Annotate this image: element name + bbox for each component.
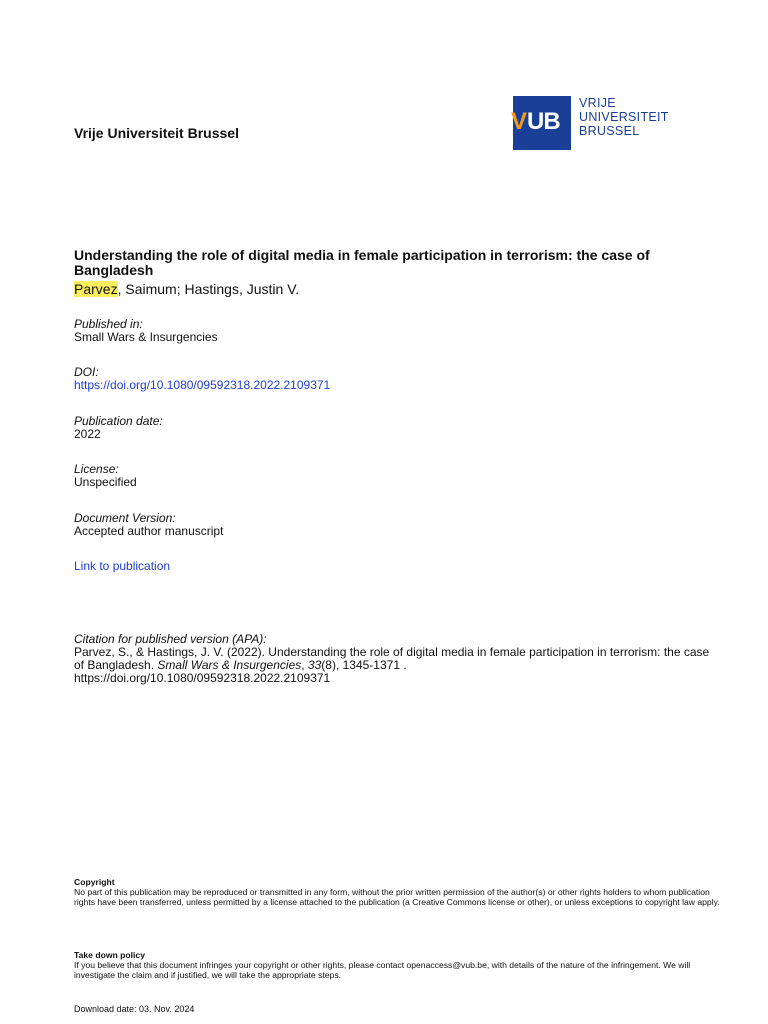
citation-text	[74, 646, 714, 672]
vub-logo	[513, 96, 673, 152]
link-to-publication[interactable]: Link to publication	[74, 559, 171, 573]
citation-section	[74, 633, 714, 685]
copyright-heading: Copyright	[74, 877, 115, 887]
citation-doi: https://doi.org/10.1080/09592318.2022.2109371	[74, 671, 331, 685]
takedown-text: If you believe that this document infringes your copyright or other rights, please contact openaccess@vub.be, with details of the nature of the infringement. We will investigate the claim and if justified, we will take the appropriate steps.	[74, 960, 691, 980]
institution-name: Vrije Universiteit Brussel	[74, 125, 239, 141]
publication-date-section	[74, 415, 163, 441]
logo-letters-ub: UB	[527, 108, 560, 135]
document-version-value: Accepted author manuscript	[74, 524, 224, 538]
logo-mark	[513, 96, 571, 150]
logo-line-3: BRUSSEL	[579, 124, 640, 138]
doi-section	[74, 366, 330, 392]
citation-label: Citation for published version (APA):	[74, 632, 267, 646]
copyright-section	[74, 877, 724, 907]
copyright-text: No part of this publication may be reproduced or transmitted in any form, without the prior written permission of the author(s) or other rights holders to whom publication rights have been transferred, unless permitted by a license attached to the publication (a Creative Commons license or other), or unless exceptions to copyright law apply.	[74, 887, 720, 907]
document-version-label: Document Version:	[74, 511, 176, 525]
doi-label: DOI:	[74, 365, 99, 379]
link-to-publication-section	[74, 560, 170, 573]
logo-letter-v: V	[511, 108, 527, 135]
takedown-section	[74, 950, 724, 980]
publication-date-label: Publication date:	[74, 414, 163, 428]
document-version-section	[74, 512, 223, 538]
author-list	[74, 281, 299, 297]
logo-line-2: UNIVERSITEIT	[579, 110, 669, 124]
other-authors: , Saimum; Hastings, Justin V.	[117, 281, 300, 297]
citation-journal: Small Wars & Insurgencies	[157, 658, 302, 672]
published-in-value: Small Wars & Insurgencies	[74, 330, 218, 344]
logo-line-1: VRIJE	[579, 96, 616, 110]
citation-volume: 33	[307, 658, 322, 672]
citation-separator: ,	[301, 658, 308, 672]
doi-link[interactable]: https://doi.org/10.1080/09592318.2022.2109371	[74, 378, 331, 392]
publication-date-value: 2022	[74, 427, 101, 441]
citation-pages: (8), 1345-1371 .	[321, 658, 407, 672]
logo-wordmark	[579, 96, 669, 138]
publication-title: Understanding the role of digital media in female participation in terrorism: the case of Bangladesh	[74, 247, 650, 278]
download-date: Download date: 03. Nov. 2024	[74, 1004, 195, 1014]
citation-main: Parvez, S., & Hastings, J. V. (2022). Understanding the role of digital media in female participation in terrorism: the case of Bangladesh.	[74, 645, 710, 672]
published-in-label: Published in:	[74, 317, 143, 331]
license-label: License:	[74, 462, 119, 476]
takedown-heading: Take down policy	[74, 950, 145, 960]
highlighted-author: Parvez	[74, 281, 118, 297]
license-value: Unspecified	[74, 475, 137, 489]
license-section	[74, 463, 137, 489]
published-in-section	[74, 318, 218, 344]
